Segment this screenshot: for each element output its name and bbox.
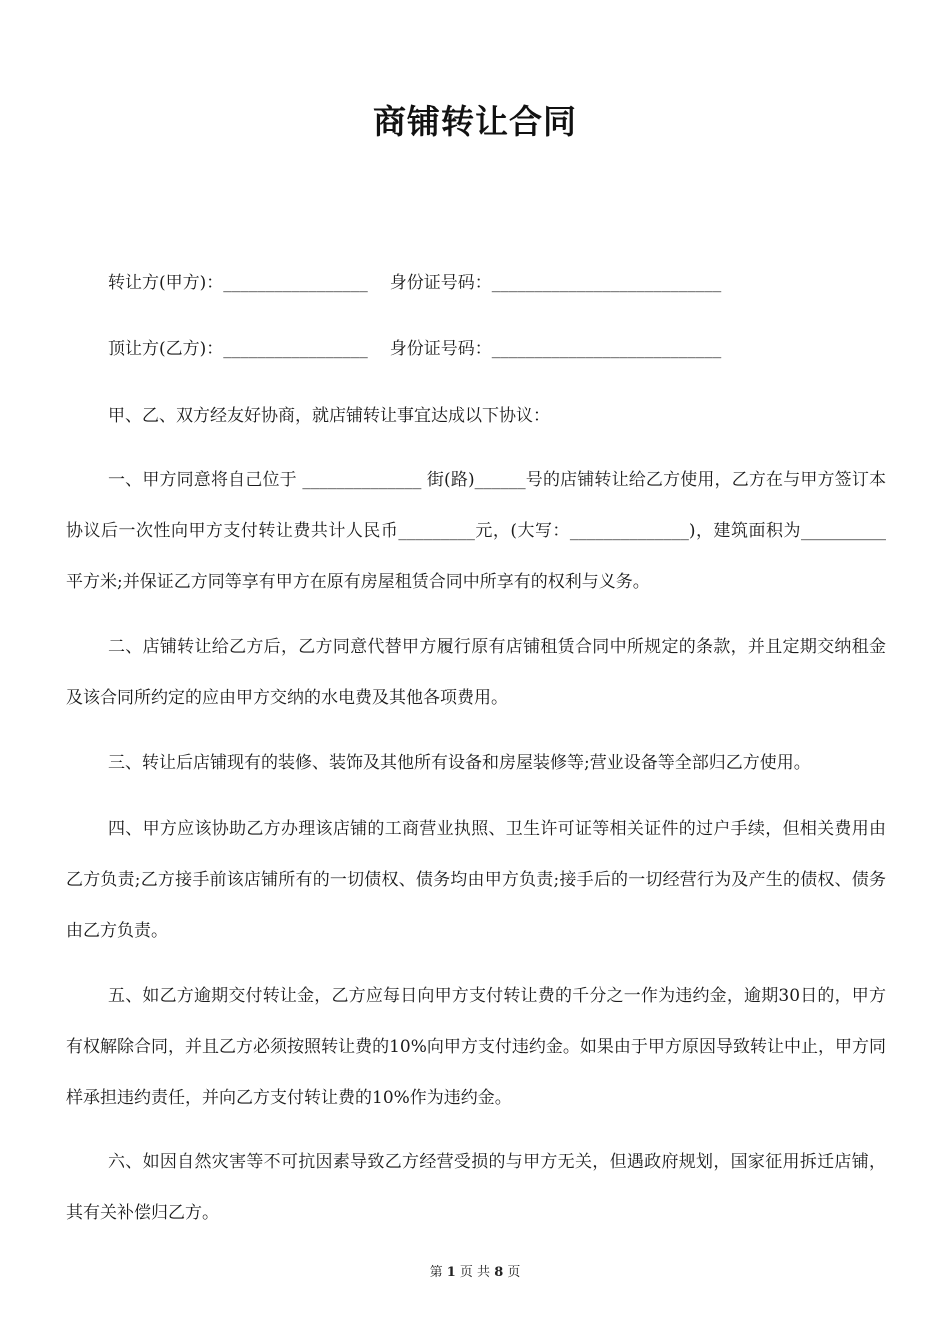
clause-5-paragraph: 五、如乙方逾期交付转让金，乙方应每日向甲方支付转让费的千分之一作为违约金，逾期30日的，甲方有权解除合同，并且乙方必须按照转让费的10%向甲方支付违约金。如果由于甲方原因导致转让中止，甲方同样承担违约责任，并向乙方支付转让费的10%作为违约金。 [66,986,886,1108]
footer-suffix: 页 [507,1265,521,1280]
document-title: 商铺转让合同 [373,102,577,141]
footer-prefix: 第 [429,1265,443,1280]
transferee-id-field: 身份证号码：___________________________ [389,339,722,359]
clause-6-paragraph: 六、如因自然灾害等不可抗因素导致乙方经营受损的与甲方无关，但遇政府规划，国家征用拆迁店铺，其有关补偿归乙方。 [66,1152,886,1223]
footer-middle: 页 共 [459,1265,491,1280]
intro-paragraph: 甲、乙、双方经友好协商，就店铺转让事宜达成以下协议： [108,406,550,426]
transferor-field: 转让方(甲方)：_________________ [108,273,368,293]
footer-total-pages: 8 [494,1265,504,1280]
page-footer [0,1264,950,1282]
transferee-row [108,337,721,361]
footer-page-number: 1 [446,1265,456,1280]
clause-2-paragraph: 二、店铺转让给乙方后，乙方同意代替甲方履行原有店铺租赁合同中所规定的条款，并且定期交纳租金及该合同所约定的应由甲方交纳的水电费及其他各项费用。 [66,637,886,708]
transferor-row [108,271,721,295]
transferee-field: 顶让方(乙方)：_________________ [108,339,368,359]
clause-3-paragraph: 三、转让后店铺现有的装修、装饰及其他所有设备和房屋装修等;营业设备等全部归乙方使用。 [108,753,811,773]
clause-4-paragraph: 四、甲方应该协助乙方办理该店铺的工商营业执照、卫生许可证等相关证件的过户手续，但相关费用由乙方负责;乙方接手前该店铺所有的一切债权、债务均由甲方负责;接手后的一切经营行为及产生的债权、债务由乙方负责。 [66,819,886,941]
clause-1-paragraph: 一、甲方同意将自己位于 ______________ 街(路)______号的店铺转让给乙方使用，乙方在与甲方签订本协议后一次性向甲方支付转让费共计人民币_________元，(大写：______________)，建筑面积为__________平方米;并保证乙方同等享有甲方在原有房屋租赁合同中所享有的权利与义务。 [66,470,886,592]
transferor-id-field: 身份证号码：___________________________ [389,273,722,293]
